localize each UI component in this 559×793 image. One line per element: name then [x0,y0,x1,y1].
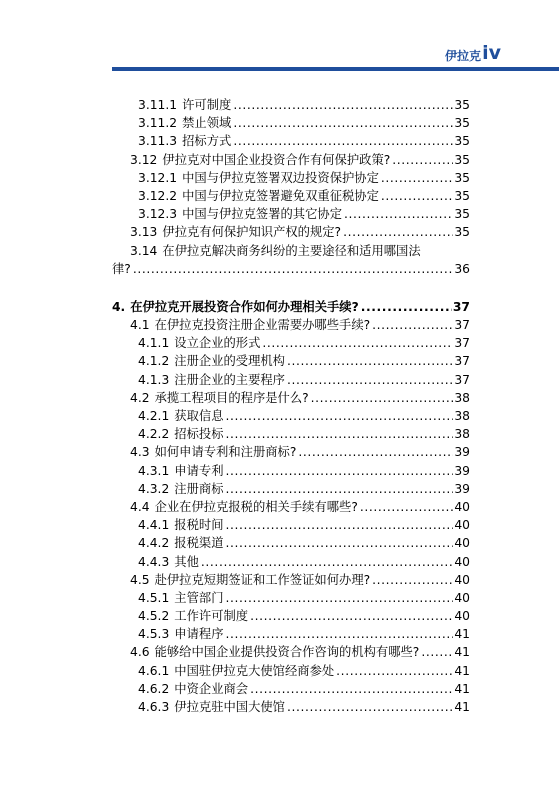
dot-leader [226,589,454,607]
dot-leader [311,389,454,407]
dot-leader [381,169,453,187]
dot-leader [287,698,453,716]
toc-entry-title: 报税渠道 [174,536,224,551]
toc-entry[interactable] [112,187,470,205]
toc-entry-number: 4.4.3 [138,554,170,569]
toc-entry-page: 39 [454,445,470,460]
toc-entry-number: 3.12.2 [138,188,178,203]
toc-entry-page: 40 [454,590,470,605]
dot-leader [201,553,453,571]
toc-entry-number: 4.5 [130,572,150,587]
toc-entry-title: 能够给中国企业提供投资合作咨询的机构有哪些? [154,645,420,660]
toc-entry-title: 伊拉克对中国企业投资合作有何保护政策? [162,152,391,167]
toc-entry-page: 40 [454,536,470,551]
toc-entry-number: 4.6.2 [138,681,170,696]
toc-entry-page: 39 [454,463,470,478]
toc-entry-title: 伊拉克有何保护知识产权的规定? [162,225,342,240]
dot-leader [250,607,453,625]
toc-entry[interactable] [112,96,470,114]
toc-entry[interactable] [112,625,470,643]
toc-entry-title: 在伊拉克投资注册企业需要办哪些手续? [154,318,371,333]
toc-entry[interactable] [112,371,470,389]
toc-entry-page: 35 [454,116,470,131]
toc-entry-page: 37 [454,372,470,387]
dot-leader [250,680,453,698]
toc-entry-page: 41 [454,681,470,696]
toc-entry-page: 35 [454,225,470,240]
toc-entry[interactable] [112,205,470,223]
page-number: iv [482,42,501,64]
toc-entry-number: 4.2.1 [138,409,170,424]
toc-entry[interactable] [112,389,470,407]
toc-entry-page: 40 [454,554,470,569]
toc-entry-number: 4.1 [130,318,150,333]
toc-entry-page: 40 [454,518,470,533]
dot-leader [343,223,453,241]
toc-entry[interactable] [112,571,470,589]
toc-entry-number: 3.11.1 [138,98,178,112]
dot-leader [372,316,453,334]
dot-leader [421,643,453,661]
toc-entry-title: 中国与伊拉克签署双边投资保护协定 [182,170,379,185]
toc-entry[interactable] [112,516,470,534]
toc-entry-title: 注册商标 [174,481,224,496]
toc-entry-number: 4.2 [130,390,150,405]
toc-entry-page: 38 [454,409,470,424]
toc-entry[interactable] [112,132,470,150]
dot-leader [381,187,453,205]
dot-leader [226,480,454,498]
toc-entry-title: 中国与伊拉克签署的其它协定 [182,207,342,222]
header-title: 伊拉克 [444,49,481,63]
toc-entry-title: 注册企业的主要程序 [174,372,285,387]
toc-entry-number: 4.1.3 [138,372,170,387]
toc-entry-title: 中国驻伊拉克大使馆经商参处 [174,663,335,678]
toc-entry-number: 4.3 [130,445,150,460]
toc-entry[interactable] [112,223,470,241]
toc-entry-number: 4.3.2 [138,481,170,496]
toc-entry-number: 4.5.3 [138,627,170,642]
toc-entry-title: 报税时间 [174,518,224,533]
dot-leader [262,334,453,352]
toc-entry-page: 38 [454,427,470,442]
toc-entry[interactable] [112,553,470,571]
toc-entry[interactable] [112,643,470,661]
toc-entry-title: 申请专利 [174,463,224,478]
toc-entry-page: 37 [452,299,470,314]
toc-entry-number: 3.12 [130,152,158,167]
toc-entry-number: 4.1.2 [138,354,170,369]
toc-entry-title: 招标投标 [174,427,224,442]
toc-entry-number: 3.14 [130,243,158,258]
toc-entry-number: 4.2.2 [138,427,170,442]
toc-entry-title: 招标方式 [182,134,232,149]
toc-entry-page: 37 [454,318,470,333]
toc-entry-title: 注册企业的受理机构 [174,354,285,369]
toc-entry-page: 35 [454,98,470,112]
toc-entry-number: 3.12.1 [138,170,178,185]
dot-leader [226,407,454,425]
toc-entry[interactable] [112,607,470,625]
toc-entry-page: 40 [454,499,470,514]
toc-entry-number: 4.4 [130,499,150,514]
section-gap [112,278,470,298]
toc-entry-page: 38 [454,390,470,405]
dot-leader [226,516,454,534]
dot-leader [372,571,453,589]
toc-entry[interactable] [112,114,470,132]
toc-entry[interactable] [112,316,470,334]
toc-entry[interactable] [112,151,470,169]
toc-entry-page: 37 [454,336,470,351]
toc-entry[interactable] [112,534,470,552]
toc-entry[interactable] [112,242,470,278]
dot-leader [360,498,454,516]
toc-entry-page: 41 [454,645,470,660]
toc-entry-number: 4.6.3 [138,700,170,715]
toc-entry-title: 工作许可制度 [174,609,249,624]
dot-leader [344,205,453,223]
toc-entry-number: 3.13 [130,225,158,240]
toc-entry-title: 赴伊拉克短期签证和工作签证如何办理? [154,572,371,587]
toc-entry[interactable] [112,589,470,607]
toc-entry[interactable] [112,662,470,680]
toc-entry-title: 禁止领域 [182,116,232,131]
toc-entry-page: 35 [454,207,470,222]
toc-entry-title: 主管部门 [174,590,224,605]
toc-entry-page: 35 [454,170,470,185]
toc-entry-title: 许可制度 [182,98,232,112]
toc-entry-number: 4.5.2 [138,609,170,624]
toc-entry-number: 4.6.1 [138,663,170,678]
toc-entry-number: 3.11.2 [138,116,178,131]
toc-entry-number: 4.5.1 [138,590,170,605]
toc-entry-page: 35 [454,152,470,167]
toc-entry[interactable] [112,443,470,461]
dot-leader [226,462,454,480]
dot-leader [133,260,454,278]
toc-entry-title: 在伊拉克开展投资合作如何办理相关手续? [130,299,359,314]
toc-entry-number: 4.3.1 [138,463,170,478]
dot-leader [298,443,453,461]
dot-leader [287,371,453,389]
toc-entry-title: 在伊拉克解决商务纠纷的主要途径和适用哪国法 [162,243,421,258]
toc-entry[interactable] [112,698,470,716]
toc-entry-page: 41 [454,627,470,642]
toc-entry[interactable] [112,169,470,187]
dot-leader [233,132,453,150]
toc-entry-title: 承揽工程项目的程序是什么? [154,390,309,405]
toc-entry-title: 如何申请专利和注册商标? [154,445,297,460]
toc-entry-number: 4.6 [130,645,150,660]
toc-entry-page: 35 [454,134,470,149]
toc-entry-number: 4.1.1 [138,336,170,351]
toc-entry-title: 其他 [174,554,199,569]
toc-entry-page: 36 [454,261,470,276]
dot-leader [226,425,454,443]
toc-entry-title: 中资企业商会 [174,681,249,696]
toc-entry-number: 4.4.1 [138,518,170,533]
dot-leader [287,352,453,370]
toc-entry-page: 41 [454,700,470,715]
header-rule [112,67,559,71]
toc-entry-title: 申请程序 [174,627,224,642]
toc-entry[interactable] [112,425,470,443]
dot-leader [226,625,454,643]
toc-entry[interactable] [112,407,470,425]
table-of-contents [112,96,470,716]
toc-entry[interactable] [112,498,470,516]
toc-entry-page: 39 [454,481,470,496]
toc-entry-number: 3.12.3 [138,207,178,222]
toc-entry-page: 40 [454,609,470,624]
toc-entry-page: 40 [454,572,470,587]
toc-entry-title-continued: 律? [112,261,131,276]
toc-entry-number: 3.11.3 [138,134,178,149]
toc-entry[interactable] [112,680,470,698]
toc-entry-page: 35 [454,188,470,203]
toc-entry[interactable] [112,352,470,370]
toc-entry-title: 伊拉克驻中国大使馆 [174,700,285,715]
toc-entry[interactable] [112,480,470,498]
dot-leader [226,534,454,552]
toc-entry[interactable] [112,298,470,316]
toc-entry-number: 4.4.2 [138,536,170,551]
toc-entry-title: 企业在伊拉克报税的相关手续有哪些? [154,499,358,514]
dot-leader [361,298,452,316]
dot-leader [233,96,453,114]
dot-leader [336,662,453,680]
toc-entry-title: 中国与伊拉克签署避免双重征税协定 [182,188,379,203]
toc-entry-title: 设立企业的形式 [174,336,261,351]
toc-entry[interactable] [112,334,470,352]
toc-entry[interactable] [112,462,470,480]
toc-entry-title: 获取信息 [174,409,224,424]
dot-leader [233,114,453,132]
toc-entry-page: 37 [454,354,470,369]
toc-entry-number: 4. [112,299,126,314]
dot-leader [392,151,453,169]
toc-entry-page: 41 [454,663,470,678]
